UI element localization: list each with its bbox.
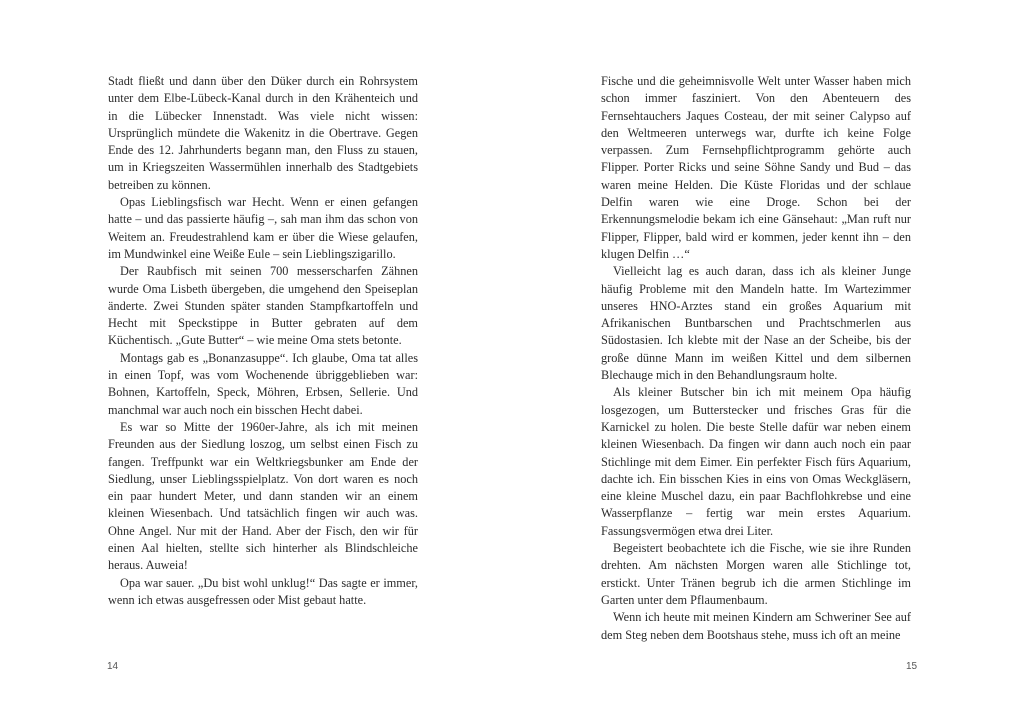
paragraph: Montags gab es „Bonanzasuppe“. Ich glaube, Oma tat alles in einen Topf, was vom Wochenende übriggeblieben war: Bohnen, Kartoffeln, Speck, Möhren, Erbsen, Sellerie. Und manchmal war auch noch ein bisschen Hecht dabei. [108,350,418,417]
paragraph: Es war so Mitte der 1960er-Jahre, als ich mit meinen Freunden aus der Siedlung loszog, um selbst einen Fisch zu fangen. Treffpunkt war ein Weltkriegsbunker am Ende der Siedlung, unser Lieblingsspielplatz. Von dort waren es noch ein paar hundert Meter, und dann standen wir an einem kleinen Wiesenbach. Und tatsächlich fingen wir auch was. Ohne Angel. Nur mit der Hand. Aber der Fisch, den wir für einen Aal hielten, stellte sich hinterher als Blindschleiche heraus. Auweia! [108,419,418,573]
paragraph: Stadt fließt und dann über den Düker durch ein Rohrsystem unter dem Elbe-Lübeck-Kanal durch in den Krähenteich und in die Lübecker Innenstadt. Was viele nicht wissen: Ursprünglich mündete die Wakenitz in die Obertrave. Gegen Ende des 12. Jahrhunderts begann man, den Fluss zu stauen, um in Kriegszeiten Wassermühlen innerhalb des Stadtgebiets betreiben zu können. [108,74,418,192]
paragraph: Der Raubfisch mit seinen 700 messerscharfen Zähnen wurde Oma Lisbeth übergeben, die umgehend den Speiseplan änderte. Zwei Stunden später standen Stampfkartoffeln und Hecht mit Speckstippe in Butter gebraten auf dem Küchentisch. „Gute Butter“ – wie meine Oma stets betonte. [108,264,418,348]
page-number: 15 [906,661,918,672]
paragraph: Vielleicht lag es auch daran, dass ich als kleiner Junge häufig Probleme mit den Mandeln hatte. Im Wartezimmer unseres HNO-Arztes stand ein großes Aquarium mit Afrikanischen Buntbarschen und Prachtschmerlen aus Südostasien. Ich klebte mit der Nase an der Scheibe, bis der große dünne Mann im weißen Kittel und dem silbernen Blechauge mich in den Behandlungsraum holte. [601,264,911,383]
paragraph: Opa war sauer. „Du bist wohl unklug!“ Das sagte er immer, wenn ich etwas ausgefressen oder Mist gebaut hatte. [108,575,418,607]
page-number: 14 [107,661,119,672]
left-page-text [108,73,418,609]
paragraph: Opas Lieblingsfisch war Hecht. Wenn er einen gefangen hatte – und das passierte häufig –, sah man ihm das schon von Weitem an. Freudestrahlend kam er über die Wiese gelaufen, im Mundwinkel eine Weiße Eule – sein Lieblingszigarillo. [108,195,418,261]
right-page [510,0,1020,721]
paragraph: Begeistert beobachtete ich die Fische, wie sie ihre Runden drehten. Am nächsten Morgen waren alle Stichlinge tot, erstickt. Unter Tränen begrub ich die armen Stichlinge im Garten unter dem Pflaumenbaum. [601,541,911,607]
right-page-text [601,73,911,644]
paragraph: Als kleiner Butscher bin ich mit meinem Opa häufig losgezogen, um Butterstecker und frisches Gras für die Karnickel zu holen. Die beste Stelle dafür war neben einem kleinen Wiesenbach. Da fingen wir dann auch noch ein paar Stichlinge mit dem Eimer. Ein perfekter Fisch fürs Aquarium, dachte ich. Ein bisschen Kies in eins von Omas Weckgläsern, eine kleine Muschel dazu, ein paar Bachflohkrebse und eine Wasserpflanze – fertig war mein erstes Aquarium. Fassungsvermögen etwa drei Liter. [601,385,911,538]
paragraph: Fische und die geheimnisvolle Welt unter Wasser haben mich schon immer fasziniert. Von den Abenteuern des Fernsehtauchers Jaques Costeau, der mit seiner Calypso auf den Weltmeeren unterwegs war, durfte ich keine Folge verpassen. Zum Fernsehpflichtprogramm gehörte auch Flipper. Porter Ricks und seine Söhne Sandy und Bud – das waren meine Helden. Die Küste Floridas und der schlaue Delfin waren wie eine Droge. Schon bei der Erkennungsmelodie bekam ich eine Gänsehaut: „Man ruft nur Flipper, Flipper, bald wird er kommen, jeder kennt ihn – den klugen Delfin …“ [601,74,911,261]
paragraph: Wenn ich heute mit meinen Kindern am Schweriner See auf dem Steg neben dem Bootshaus stehe, muss ich oft an meine [601,610,911,642]
